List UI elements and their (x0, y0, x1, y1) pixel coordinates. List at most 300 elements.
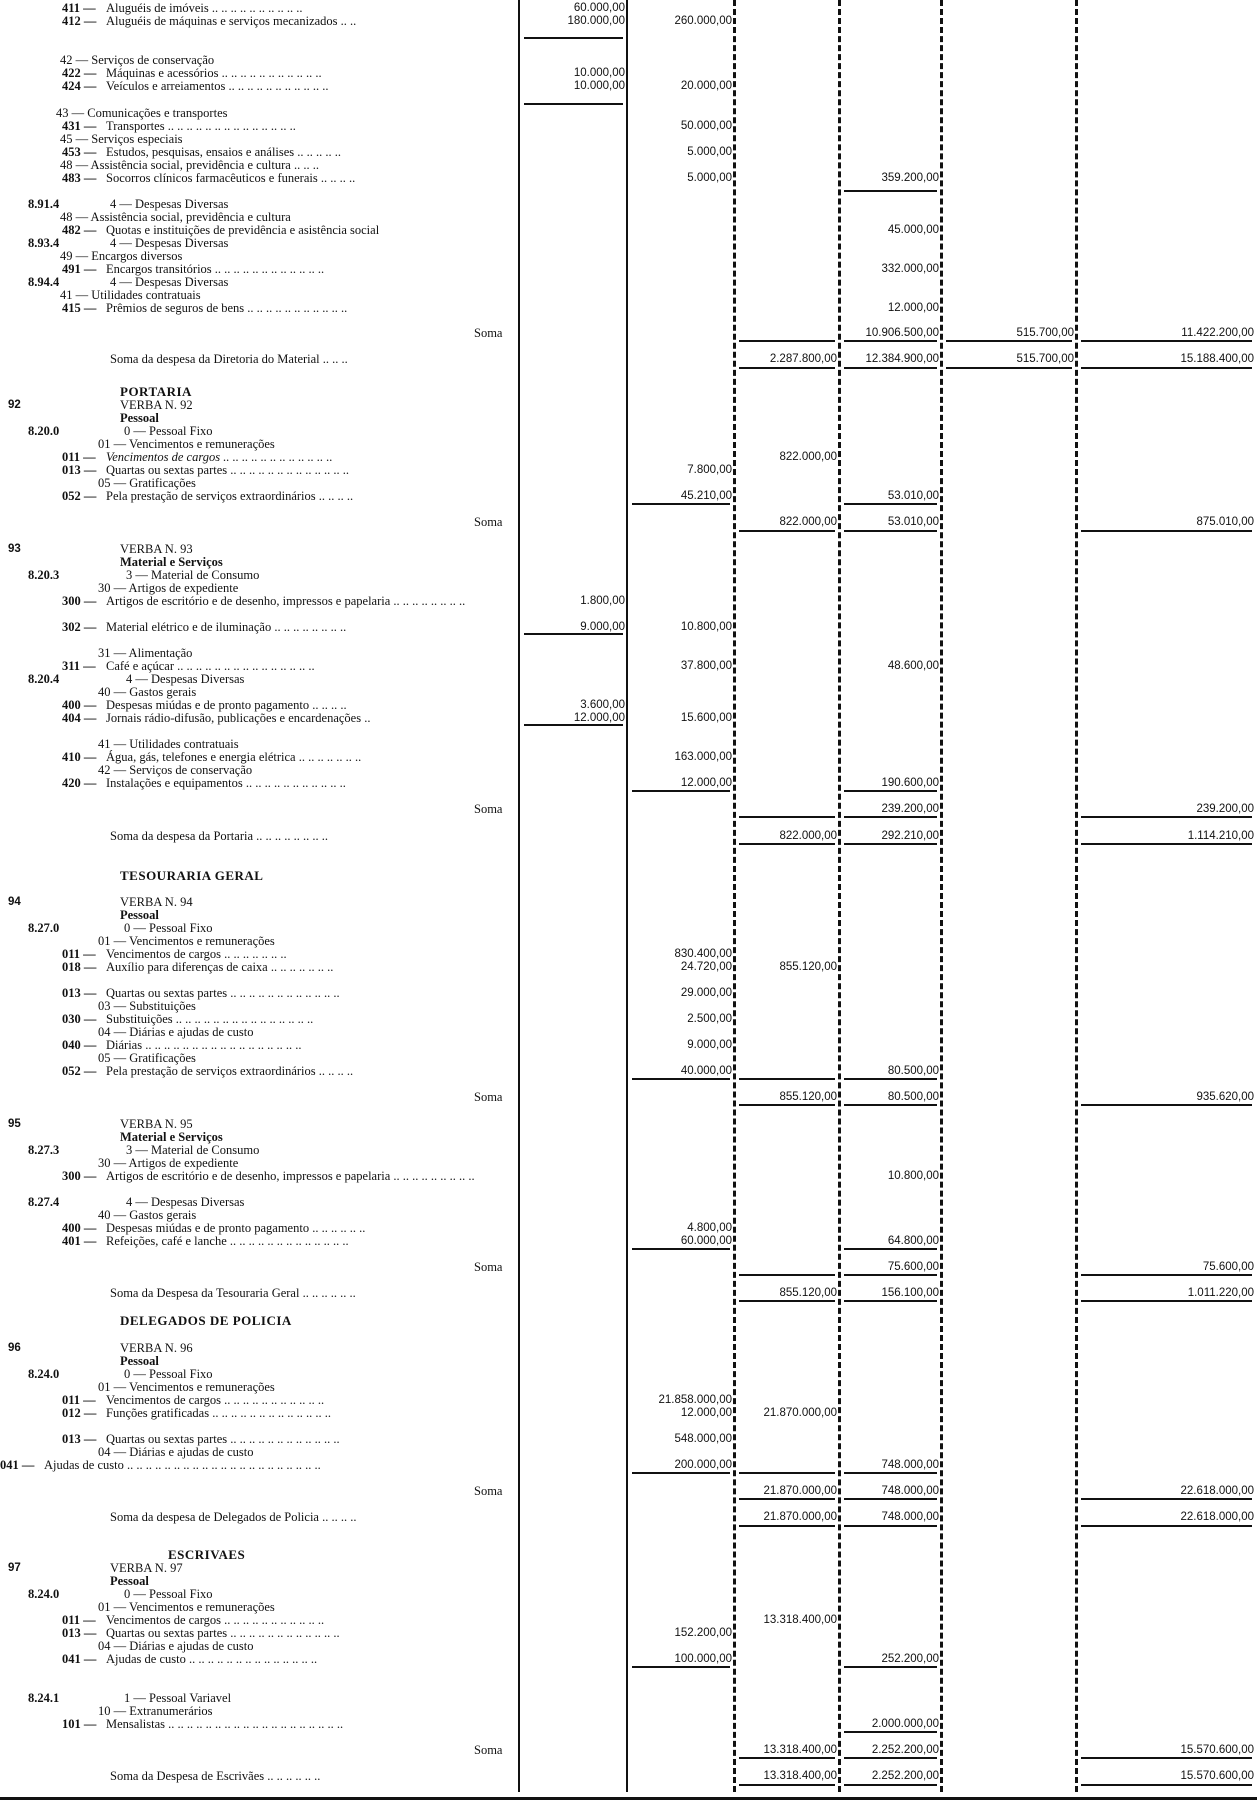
budget-row (0, 53, 1257, 67)
item-code: 030 — (62, 1012, 97, 1026)
budget-row (0, 594, 1257, 608)
item-code: 491 — (62, 262, 97, 276)
budget-row (0, 1587, 1257, 1601)
budget-row (0, 555, 1257, 569)
total-rule (1081, 1784, 1252, 1786)
budget-row (0, 1130, 1257, 1144)
amount-v4: 190.600,00 (881, 777, 939, 789)
amount-v4: 252.200,00 (881, 1653, 939, 1665)
item-description: Substituições .. .. .. .. .. .. .. .. .. .. .. .. .. .. .. (106, 1012, 314, 1026)
item-description: Artigos de escritório e de desenho, impressos e papelaria .. .. .. .. .. .. .. .. (106, 594, 466, 608)
budget-row (0, 1012, 1257, 1026)
item-code: 420 — (62, 776, 97, 790)
item-code: 011 — (62, 1393, 96, 1407)
amount-v2: 10.800,00 (680, 621, 732, 633)
section-code: 8.27.3 (28, 1143, 60, 1157)
total-rule (946, 340, 1072, 342)
amount-v2: 152.200,00 (674, 1627, 732, 1639)
subheading: 3 — Material de Consumo (126, 1143, 260, 1157)
amount-v2: 2.500,00 (687, 1013, 732, 1025)
amount-v4: 10.800,00 (887, 1170, 939, 1182)
amount-v1: 60.000,00 (573, 2, 625, 14)
subheading: 01 — Vencimentos e remunerações (98, 1380, 275, 1394)
amount-v6: 15.570.600,00 (1180, 1744, 1254, 1756)
amount-v1: 180.000,00 (567, 15, 625, 27)
subheading: 4 — Despesas Diversas (110, 275, 229, 289)
section-code: 8.20.0 (28, 424, 60, 438)
item-code: 013 — (62, 1626, 97, 1640)
subheading: 40 — Gastos gerais (98, 685, 197, 699)
amount-v4: 45.000,00 (887, 224, 939, 236)
budget-row (0, 119, 1257, 133)
amount-v2: 15.600,00 (680, 712, 732, 724)
subheading: 10 — Extranumerários (98, 1704, 213, 1718)
amount-v4: 748.000,00 (881, 1485, 939, 1497)
amount-v3: 2.287.800,00 (769, 353, 837, 365)
budget-row (0, 288, 1257, 302)
section-code: 8.91.4 (28, 197, 60, 211)
soma-label: Soma (474, 1260, 503, 1274)
budget-row (0, 515, 1257, 529)
budget-row (0, 1, 1257, 15)
budget-row (0, 829, 1257, 843)
subheading: 48 — Assistência social, previdência e cultura .. .. .. (60, 158, 319, 172)
budget-row (0, 476, 1257, 490)
amount-v3: 13.318.400,00 (763, 1744, 837, 1756)
subheading: 0 — Pessoal Fixo (124, 921, 213, 935)
item-description: Mensalistas .. .. .. .. .. .. .. .. .. .. .. .. .. .. .. .. .. .. .. (106, 1717, 344, 1731)
budget-row (0, 908, 1257, 922)
amount-v6: 875.010,00 (1196, 516, 1254, 528)
budget-row (0, 1341, 1257, 1355)
item-code: 400 — (62, 698, 97, 712)
section-title: DELEGADOS DE POLICIA (120, 1313, 292, 1328)
item-code: 300 — (62, 1169, 97, 1183)
total-rule (1081, 530, 1252, 532)
amount-v6: 22.618.000,00 (1180, 1485, 1254, 1497)
total-rule (739, 1078, 835, 1080)
budget-row (0, 463, 1257, 477)
section-code: 8.27.0 (28, 921, 60, 935)
amount-v3: 855.120,00 (779, 1091, 837, 1103)
amount-v4: 748.000,00 (881, 1511, 939, 1523)
budget-row (0, 1626, 1257, 1640)
budget-row (0, 158, 1257, 172)
amount-v2: 200.000,00 (674, 1459, 732, 1471)
amount-v6: 1.011.220,00 (1187, 1287, 1254, 1299)
item-description: Ajudas de custo .. .. .. .. .. .. .. .. .. .. .. .. .. .. .. .. .. .. .. .. .. (44, 1458, 321, 1472)
total-rule (844, 1248, 937, 1250)
item-code: 011 — (62, 947, 96, 961)
amount-v2: 40.000,00 (680, 1065, 732, 1077)
total-rule (844, 1274, 937, 1276)
item-description: Material elétrico e de iluminação .. .. .. .. .. .. .. .. (106, 620, 347, 634)
total-rule (844, 1784, 937, 1786)
budget-row (0, 275, 1257, 289)
soma-label: Soma (474, 1090, 503, 1104)
total-rule (739, 1104, 835, 1106)
amount-v2: 830.400,00 (674, 948, 732, 960)
item-code: 431 — (62, 119, 97, 133)
amount-v3: 21.870.000,00 (763, 1485, 837, 1497)
budget-row (0, 326, 1257, 340)
soma-label: Soma (474, 1484, 503, 1498)
item-code: 041 — (62, 1652, 97, 1666)
budget-row (0, 210, 1257, 224)
budget-row (0, 1169, 1257, 1183)
budget-row (0, 568, 1257, 582)
item-code: 018 — (62, 960, 97, 974)
total-rule (739, 367, 835, 369)
subheading: 43 — Comunicações e transportes (56, 106, 228, 120)
page-bottom-rule (0, 1797, 1257, 1800)
verba-number: 94 (8, 896, 21, 908)
subheading: 31 — Alimentação (98, 646, 193, 660)
subheading: 45 — Serviços especiais (60, 132, 183, 146)
budget-row (0, 262, 1257, 276)
budget-row (0, 489, 1257, 503)
item-code: 412 — (62, 14, 97, 28)
section-code: 8.24.1 (28, 1691, 60, 1705)
subheading: 04 — Diárias e ajudas de custo (98, 1445, 254, 1459)
total-rule (524, 37, 623, 39)
total-rule (739, 1274, 835, 1276)
item-code: 040 — (62, 1038, 97, 1052)
subheading: 0 — Pessoal Fixo (124, 1587, 213, 1601)
amount-v5: 515.700,00 (1016, 327, 1074, 339)
item-description: Veículos e arreiamentos .. .. .. .. .. .. .. .. .. .. .. (106, 79, 329, 93)
subheading: 01 — Vencimentos e remunerações (98, 1600, 275, 1614)
amount-v2: 50.000,00 (680, 120, 732, 132)
amount-v4: 80.500,00 (887, 1065, 939, 1077)
amount-v6: 11.422.200,00 (1181, 327, 1254, 339)
budget-row (0, 1208, 1257, 1222)
amount-v1: 3.600,00 (580, 699, 625, 711)
item-description: Quartas ou sextas partes .. .. .. .. .. .. .. .. .. .. .. .. (106, 1626, 340, 1640)
budget-row (0, 1234, 1257, 1248)
budget-row (0, 1367, 1257, 1381)
amount-v4: 292.210,00 (881, 830, 939, 842)
total-rule (632, 790, 730, 792)
budget-row (0, 1432, 1257, 1446)
item-code: 013 — (62, 1432, 97, 1446)
item-description: Quartas ou sextas partes .. .. .. .. .. .. .. .. .. .. .. .. (106, 986, 340, 1000)
amount-v4: 12.000,00 (887, 302, 939, 314)
item-description: Ajudas de custo .. .. .. .. .. .. .. .. .. .. .. .. .. .. (106, 1652, 318, 1666)
total-rule (632, 1472, 730, 1474)
item-description: Vencimentos de cargos .. .. .. .. .. .. .. (106, 947, 287, 961)
subheading: VERBA N. 93 (120, 542, 193, 556)
item-description: Água, gás, telefones e energia elétrica .. .. .. .. .. .. .. (106, 750, 362, 764)
budget-row (0, 1484, 1257, 1498)
subheading: 41 — Utilidades contratuais (60, 288, 201, 302)
subheading: 3 — Material de Consumo (126, 568, 260, 582)
amount-v2: 7.800,00 (687, 464, 732, 476)
total-rule (844, 1666, 937, 1668)
subtotal-label: Soma da despesa da Diretoria do Material .. .. .. (110, 352, 348, 366)
amount-v4: 359.200,00 (881, 172, 939, 184)
amount-v4: 48.600,00 (887, 660, 939, 672)
budget-row (0, 620, 1257, 634)
budget-row (0, 197, 1257, 211)
subheading: VERBA N. 92 (120, 398, 193, 412)
subheading: 4 — Despesas Diversas (110, 236, 229, 250)
amount-v6: 15.188.400,00 (1180, 353, 1254, 365)
amount-v1: 12.000,00 (573, 712, 625, 724)
total-rule (1081, 1274, 1252, 1276)
subheading: 40 — Gastos gerais (98, 1208, 197, 1222)
budget-row (0, 66, 1257, 80)
total-rule (844, 1757, 937, 1759)
budget-row (0, 236, 1257, 250)
amount-v2: 5.000,00 (687, 172, 732, 184)
total-rule (1081, 367, 1252, 369)
budget-row (0, 301, 1257, 315)
verba-number: 92 (8, 399, 21, 411)
total-rule (844, 1525, 937, 1527)
budget-row (0, 960, 1257, 974)
section-code: 8.94.4 (28, 275, 60, 289)
total-rule (1081, 1525, 1252, 1527)
soma-label: Soma (474, 515, 503, 529)
subheading: 30 — Artigos de expediente (98, 581, 239, 595)
section-code: 8.24.0 (28, 1367, 60, 1381)
amount-v1: 10.000,00 (573, 67, 625, 79)
budget-row (0, 1510, 1257, 1524)
budget-row (0, 450, 1257, 464)
item-description: Aluguéis de imóveis .. .. .. .. .. .. .. .. .. .. (106, 1, 303, 15)
amount-v2: 12.000,00 (680, 1407, 732, 1419)
total-rule (1081, 843, 1252, 845)
budget-row (0, 711, 1257, 725)
amount-v3: 855.120,00 (779, 1287, 837, 1299)
group-label: Material e Serviços (120, 1130, 223, 1144)
soma-label: Soma (474, 326, 503, 340)
total-rule (632, 1666, 730, 1668)
item-code: 012 — (62, 1406, 97, 1420)
total-rule (632, 503, 730, 505)
item-code: 404 — (62, 711, 97, 725)
item-code: 101 — (62, 1717, 97, 1731)
total-rule (632, 1248, 730, 1250)
group-label: Pessoal (120, 1354, 159, 1368)
budget-row (0, 672, 1257, 686)
budget-row (0, 542, 1257, 556)
budget-row (0, 1051, 1257, 1065)
total-rule (844, 790, 937, 792)
budget-row (0, 1195, 1257, 1209)
amount-v3: 13.318.400,00 (763, 1770, 837, 1782)
amount-v5: 515.700,00 (1016, 353, 1074, 365)
budget-row (0, 411, 1257, 425)
budget-row (0, 1025, 1257, 1039)
item-code: 052 — (62, 489, 97, 503)
amount-v4: 2.252.200,00 (871, 1770, 939, 1782)
group-label: Pessoal (110, 1574, 149, 1588)
item-code: 011 — (62, 1613, 96, 1627)
budget-row (0, 750, 1257, 764)
budget-row (0, 145, 1257, 159)
subheading: VERBA N. 94 (120, 895, 193, 909)
subheading: 1 — Pessoal Variavel (124, 1691, 232, 1705)
subheading: 30 — Artigos de expediente (98, 1156, 239, 1170)
budget-row (0, 1156, 1257, 1170)
item-description: Pela prestação de serviços extraordinários .. .. .. .. (106, 489, 354, 503)
budget-row (0, 1286, 1257, 1300)
item-description: Vencimentos de cargos .. .. .. .. .. .. .. .. .. .. .. .. (106, 450, 333, 464)
subheading: 41 — Utilidades contratuais (98, 737, 239, 751)
amount-v6: 22.618.000,00 (1180, 1511, 1254, 1523)
budget-row (0, 132, 1257, 146)
section-code: 8.20.3 (28, 568, 60, 582)
item-description: Socorros clínicos farmacêuticos e funerais .. .. .. .. (106, 171, 356, 185)
group-label: Material e Serviços (120, 555, 223, 569)
item-description: Refeições, café e lanche .. .. .. .. .. .. .. .. .. .. .. .. .. (106, 1234, 349, 1248)
budget-row (0, 1038, 1257, 1052)
item-code: 052 — (62, 1064, 97, 1078)
total-rule (844, 190, 937, 192)
item-code: 401 — (62, 1234, 97, 1248)
amount-v4: 2.252.200,00 (871, 1744, 939, 1756)
amount-v3: 822.000,00 (779, 451, 837, 463)
budget-row (0, 1613, 1257, 1627)
amount-v6: 239.200,00 (1196, 803, 1254, 815)
subheading: 01 — Vencimentos e remunerações (98, 437, 275, 451)
section-code: 8.93.4 (28, 236, 60, 250)
item-description: Café e açúcar .. .. .. .. .. .. .. .. .. .. .. .. .. .. .. (106, 659, 315, 673)
item-description: Máquinas e acessórios .. .. .. .. .. .. .. .. .. .. .. (106, 66, 322, 80)
budget-row (0, 999, 1257, 1013)
item-code: 013 — (62, 986, 97, 1000)
item-code: 415 — (62, 301, 97, 315)
amount-v3: 822.000,00 (779, 516, 837, 528)
budget-row (0, 776, 1257, 790)
amount-v3: 822.000,00 (779, 830, 837, 842)
total-rule (844, 816, 937, 818)
total-rule (1081, 1498, 1252, 1500)
budget-row (0, 685, 1257, 699)
amount-v1: 10.000,00 (573, 80, 625, 92)
budget-row (0, 385, 1257, 399)
budget-row (0, 171, 1257, 185)
budget-row (0, 698, 1257, 712)
budget-row (0, 1064, 1257, 1078)
verba-number: 95 (8, 1118, 21, 1130)
total-rule (1081, 340, 1252, 342)
item-description: Quartas ou sextas partes .. .. .. .. .. .. .. .. .. .. .. .. .. (106, 463, 350, 477)
item-description: Instalações e equipamentos .. .. .. .. .. .. .. .. .. .. .. (106, 776, 346, 790)
subheading: 01 — Vencimentos e remunerações (98, 934, 275, 948)
amount-v2: 37.800,00 (680, 660, 732, 672)
amount-v2: 12.000,00 (680, 777, 732, 789)
subheading: 05 — Gratificações (98, 1051, 196, 1065)
item-code: 410 — (62, 750, 97, 764)
group-label: Pessoal (120, 411, 159, 425)
total-rule (524, 633, 623, 635)
budget-row (0, 1458, 1257, 1472)
item-description: Vencimentos de cargos .. .. .. .. .. .. .. .. .. .. .. (106, 1613, 325, 1627)
budget-row (0, 869, 1257, 883)
budget-row (0, 352, 1257, 366)
total-rule (844, 1104, 937, 1106)
budget-row (0, 986, 1257, 1000)
budget-row (0, 249, 1257, 263)
amount-v4: 239.200,00 (881, 803, 939, 815)
subtotal-label: Soma da Despesa da Tesouraria Geral .. .. .. .. .. .. (110, 1286, 356, 1300)
amount-v2: 548.000,00 (674, 1433, 732, 1445)
section-code: 8.27.4 (28, 1195, 60, 1209)
budget-row (0, 1090, 1257, 1104)
subtotal-label: Soma da despesa de Delegados de Policia .. .. .. .. (110, 1510, 357, 1524)
amount-v2: 45.210,00 (680, 490, 732, 502)
budget-row (0, 802, 1257, 816)
budget-row (0, 1652, 1257, 1666)
amount-v6: 1.114.210,00 (1187, 830, 1254, 842)
subheading: 05 — Gratificações (98, 476, 196, 490)
subheading: 0 — Pessoal Fixo (124, 424, 213, 438)
subheading: 42 — Serviços de conservação (98, 763, 253, 777)
budget-row (0, 895, 1257, 909)
item-description: Quartas ou sextas partes .. .. .. .. .. .. .. .. .. .. .. .. (106, 1432, 340, 1446)
budget-row (0, 1743, 1257, 1757)
subheading: 03 — Substituições (98, 999, 196, 1013)
amount-v2: 9.000,00 (687, 1039, 732, 1051)
item-code: 041 — (0, 1458, 35, 1472)
budget-row (0, 581, 1257, 595)
budget-row (0, 1314, 1257, 1328)
total-rule (844, 843, 937, 845)
budget-row (0, 1143, 1257, 1157)
amount-v4: 12.384.900,00 (865, 353, 939, 365)
budget-row (0, 79, 1257, 93)
subtotal-label: Soma da Despesa de Escrivães .. .. .. .. .. .. (110, 1769, 321, 1783)
item-description: Aluguéis de máquinas e serviços mecanizados .. .. (106, 14, 357, 28)
budget-row (0, 1769, 1257, 1783)
item-description: Pela prestação de serviços extraordinários .. .. .. .. (106, 1064, 354, 1078)
item-code: 453 — (62, 145, 97, 159)
section-title: TESOURARIA GERAL (120, 868, 264, 883)
budget-row (0, 1393, 1257, 1407)
total-rule (739, 1498, 835, 1500)
item-description: Auxílio para diferenças de caixa .. .. .. .. .. .. .. (106, 960, 334, 974)
amount-v2: 20.000,00 (680, 80, 732, 92)
verba-number: 93 (8, 543, 21, 555)
soma-label: Soma (474, 1743, 503, 1757)
amount-v4: 53.010,00 (887, 490, 939, 502)
budget-row (0, 1639, 1257, 1653)
total-rule (946, 367, 1072, 369)
group-label: Pessoal (120, 908, 159, 922)
total-rule (844, 340, 937, 342)
item-description: Diárias .. .. .. .. .. .. .. .. .. .. .. .. .. .. .. .. .. (106, 1038, 302, 1052)
amount-v3: 21.870.000,00 (763, 1511, 837, 1523)
amount-v6: 15.570.600,00 (1180, 1770, 1254, 1782)
item-code: 424 — (62, 79, 97, 93)
verba-number: 96 (8, 1342, 21, 1354)
section-title: PORTARIA (120, 384, 192, 399)
amount-v4: 64.800,00 (887, 1235, 939, 1247)
amount-v6: 935.620,00 (1196, 1091, 1254, 1103)
amount-v3: 21.870.000,00 (763, 1407, 837, 1419)
item-description: Despesas miúdas e de pronto pagamento .. .. .. .. (106, 698, 347, 712)
amount-v4: 748.000,00 (881, 1459, 939, 1471)
amount-v4: 10.906.500,00 (865, 327, 939, 339)
amount-v2: 5.000,00 (687, 146, 732, 158)
budget-row (0, 424, 1257, 438)
subheading: 49 — Encargos diversos (60, 249, 183, 263)
amount-v4: 80.500,00 (887, 1091, 939, 1103)
budget-row (0, 737, 1257, 751)
